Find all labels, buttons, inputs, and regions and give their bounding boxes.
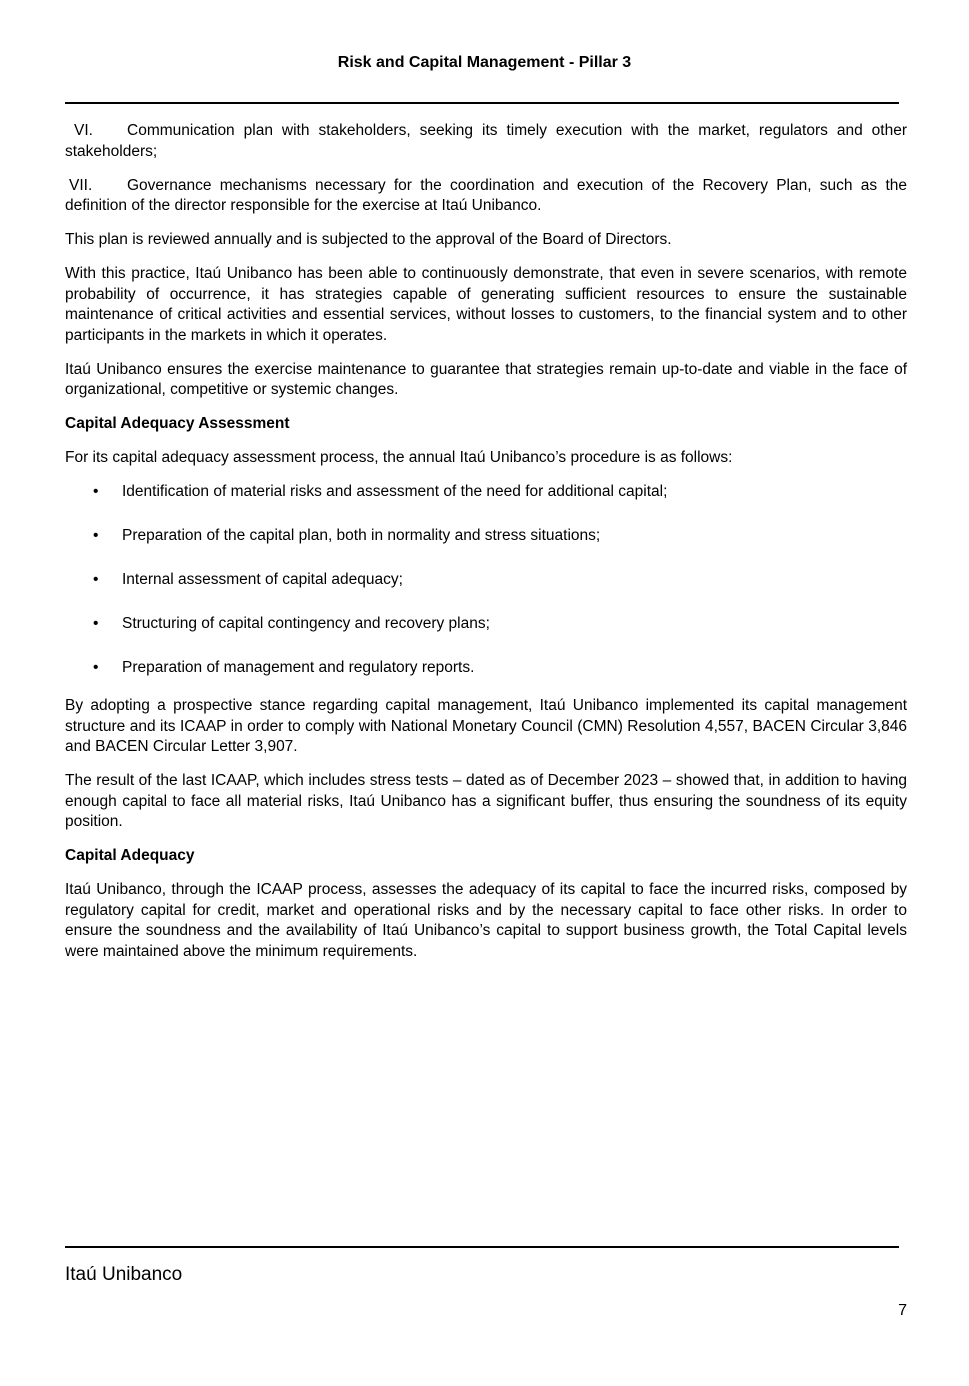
paragraph-plan-review: This plan is reviewed annually and is subjected to the approval of the Board of Directors. — [65, 231, 672, 248]
list-item — [65, 658, 907, 688]
bullet-icon: • — [93, 615, 99, 632]
header-divider — [65, 102, 899, 104]
list-item — [65, 482, 907, 526]
bullet-icon: • — [93, 483, 99, 500]
footer-brand-name: Itaú Unibanco — [65, 1264, 183, 1285]
list-item — [65, 614, 907, 658]
page-number: 7 — [898, 1302, 907, 1319]
roman-numeral: VII. — [69, 176, 93, 194]
list-item-text: Identification of material risks and assessment of the need for additional capital; — [122, 483, 668, 500]
section-heading-capital-adequacy: Capital Adequacy — [65, 847, 195, 864]
procedure-bullet-list — [65, 482, 907, 688]
list-item-text: Preparation of the capital plan, both in normality and stress situations; — [122, 527, 601, 544]
list-item-text: Preparation of management and regulatory reports. — [122, 659, 475, 676]
list-item — [65, 526, 907, 570]
roman-list-item-vi — [65, 121, 907, 162]
footer-divider — [65, 1246, 899, 1248]
paragraph-maintenance: Itaú Unibanco ensures the exercise maintenance to guarantee that strategies remain up-to-date and viable in the face of organizational, competitive or systemic changes. — [65, 360, 907, 398]
list-item-text: Structuring of capital contingency and recovery plans; — [122, 615, 490, 632]
paragraph-practice: With this practice, Itaú Unibanco has been able to continuously demonstrate, that even in severe scenarios, with remote probability of occurrence, it has strategies capable of generating sufficient resources to ensure the sustainable maintenance of critical activities and essential services, without losses to customers, to the financial system and to other participants in the markets in which it operates. — [65, 265, 907, 344]
bullet-icon: • — [93, 571, 99, 588]
paragraph-capital-adequacy: Itaú Unibanco, through the ICAAP process, assesses the adequacy of its capital to face the incurred risks, composed by regulatory capital for credit, market and operational risks and by the necessary capital to face other risks. In order to ensure the soundness and the availability of Itaú Unibanco’s capital to support business growth, the Total Capital levels were maintained above the minimum requirements. — [65, 881, 907, 960]
bullet-icon: • — [93, 527, 99, 544]
paragraph-procedure-intro: For its capital adequacy assessment process, the annual Itaú Unibanco’s procedure is as follows: — [65, 449, 733, 466]
bullet-icon: • — [93, 659, 99, 676]
paragraph-icaap-result: The result of the last ICAAP, which includes stress tests – dated as of December 2023 – showed that, in addition to having enough capital to face all material risks, Itaú Unibanco has a significant buffer, thus ensuring the soundness of its equity position. — [65, 772, 907, 830]
list-item — [65, 570, 907, 614]
page-header-title: Risk and Capital Management - Pillar 3 — [337, 54, 632, 71]
paragraph-prospective-stance: By adopting a prospective stance regarding capital management, Itaú Unibanco implemented its capital management structure and its ICAAP in order to comply with National Monetary Council (CMN) Resolution 4,557, BACEN Circular 3,846 and BACEN Circular Letter 3,907. — [65, 697, 907, 755]
roman-list-item-vii — [65, 176, 907, 217]
list-item-text: Internal assessment of capital adequacy; — [122, 571, 403, 588]
roman-item-text: Governance mechanisms necessary for the coordination and execution of the Recovery Plan, such as the definition of the director responsible for the exercise at Itaú Unibanco. — [65, 176, 907, 214]
roman-numeral: VI. — [74, 122, 93, 139]
section-heading-capital-adequacy-assessment: Capital Adequacy Assessment — [65, 415, 290, 432]
document-body — [65, 121, 907, 976]
roman-item-text: Communication plan with stakeholders, seeking its timely execution with the market, regulators and other stakeholders; — [65, 122, 907, 160]
